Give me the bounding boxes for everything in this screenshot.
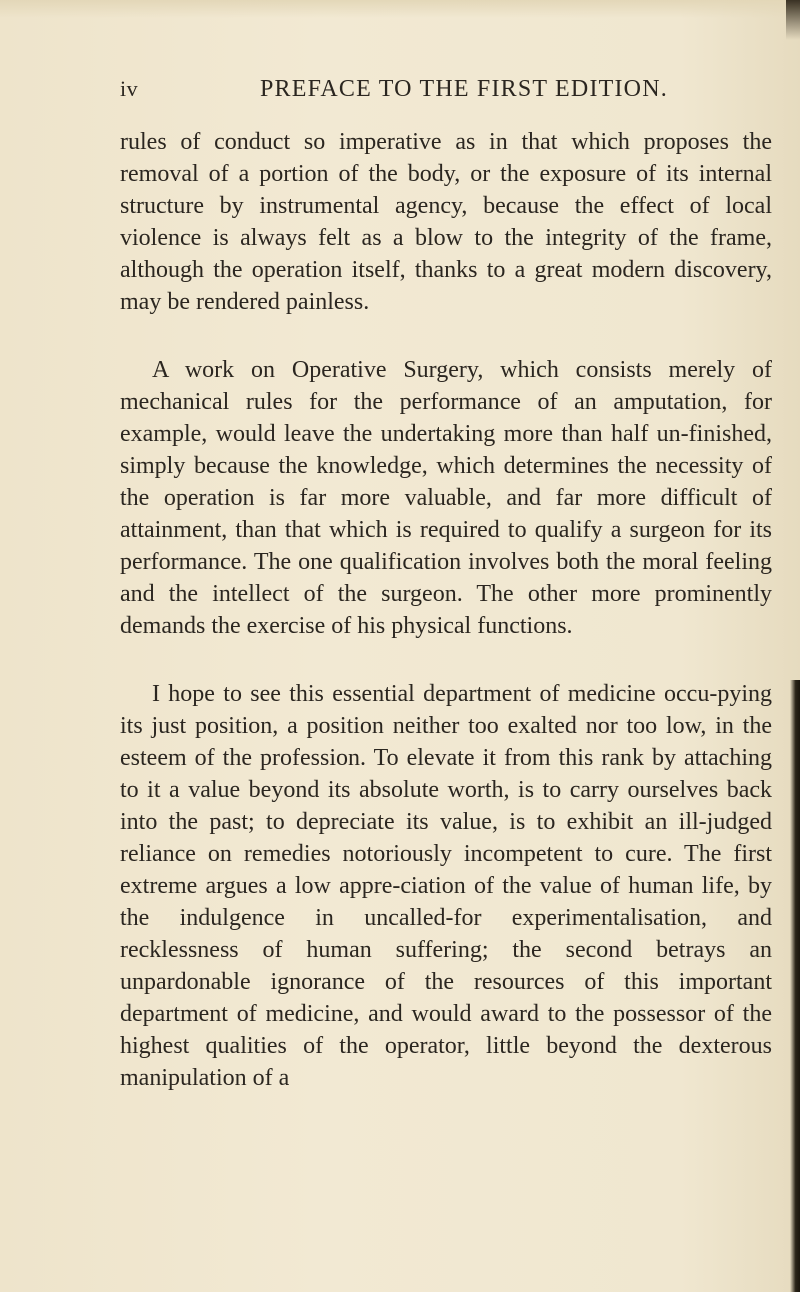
page-top-shadow — [0, 0, 800, 18]
page-edge-shadow-top — [786, 0, 800, 40]
running-head: PREFACE TO THE FIRST EDITION. — [260, 76, 668, 102]
paragraph: A work on Operative Surgery, which consists merely of mechanical rules for the performance of an amputation, for example, would leave the undertaking more than half un-finished, simply because the knowledge, which determines the necessity of the operation is far more valuable, and far more difficult of attainment, than that which is required to qualify a surgeon for its performance. The one qualification involves both the moral feeling and the intellect of the surgeon. The other more prominently demands the exercise of his physical functions. — [120, 357, 772, 639]
body-text — [120, 126, 772, 1130]
page-header — [120, 76, 720, 110]
paragraph: I hope to see this essential department of medicine occu-pying its just position, a position neither too exalted nor too low, in the esteem of the profession. To elevate it from this rank by attaching to it a value beyond its absolute worth, is to carry ourselves back into the past; to depreciate its value, is to exhibit an ill-judged reliance on remedies notoriously incompetent to cure. The first extreme argues a low appre-ciation of the value of human life, by the indulgence in uncalled-for experimentalisation, and recklessness of human suffering; the second betrays an unpardonable ignorance of the resources of this important department of medicine, and would award to the possessor of the highest qualities of the operator, little beyond the dexterous manipulation of a — [120, 681, 772, 1091]
paragraph: rules of conduct so imperative as in that which proposes the removal of a portion of the body, or the exposure of its internal structure by instrumental agency, because the effect of local violence is always felt as a blow to the integrity of the frame, although the operation itself, thanks to a great modern discovery, may be rendered painless. — [120, 129, 772, 315]
page-number: iv — [120, 76, 139, 101]
page-edge-shadow — [790, 680, 800, 1292]
